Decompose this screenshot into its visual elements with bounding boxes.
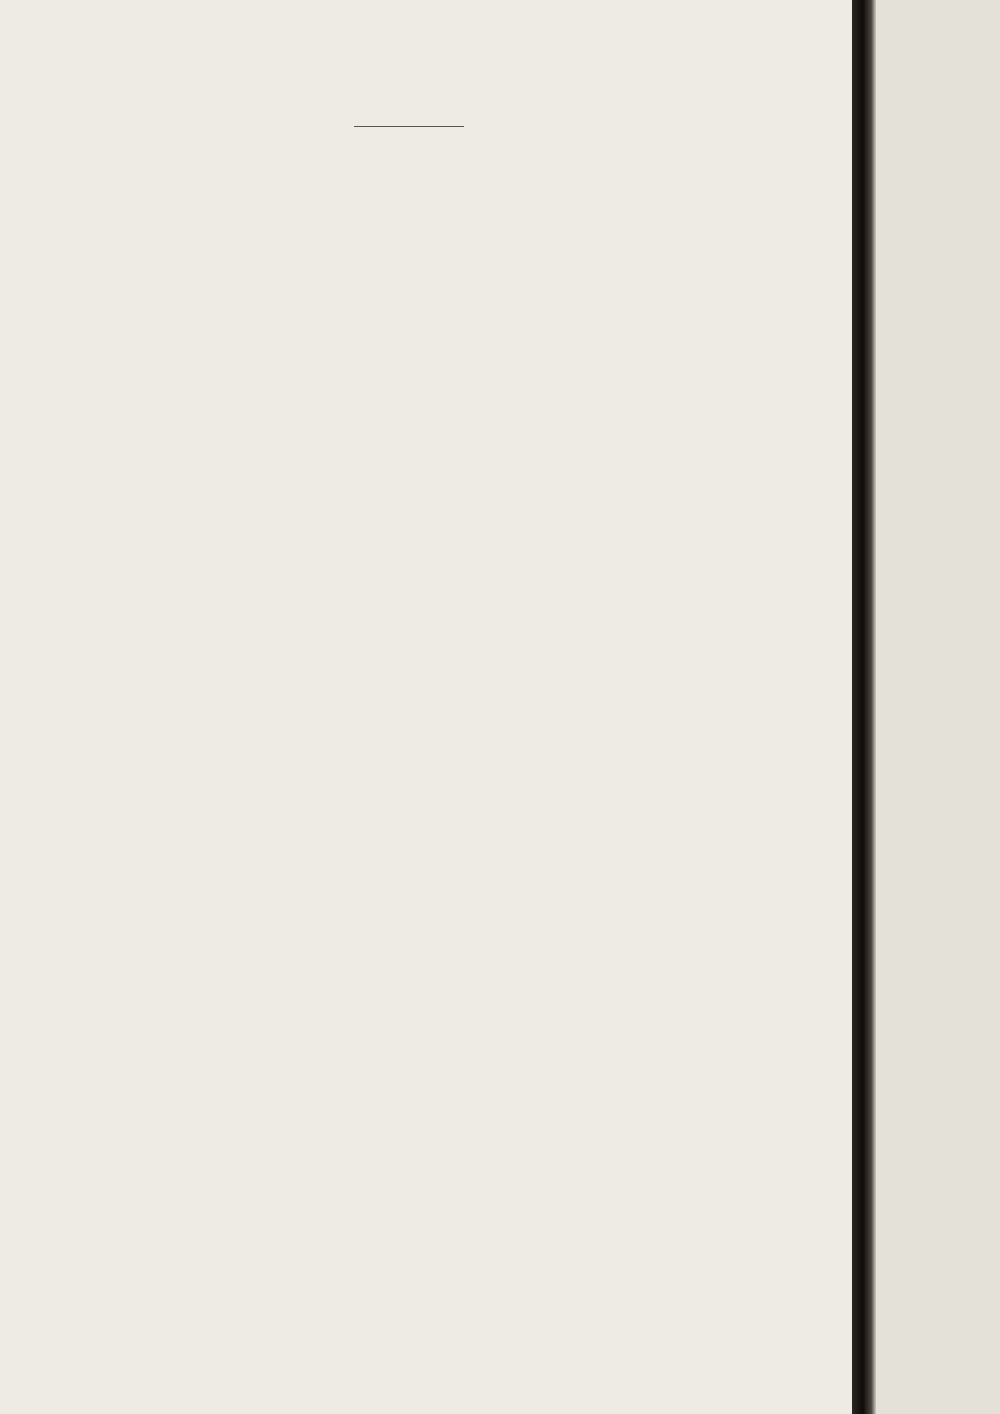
page-body: [62, 84, 852, 131]
title-rule: [354, 126, 464, 127]
book-gutter: [852, 0, 876, 1414]
section-title: [62, 88, 852, 124]
facing-page-fragment: [876, 0, 1000, 1414]
page-header: [62, 40, 852, 64]
